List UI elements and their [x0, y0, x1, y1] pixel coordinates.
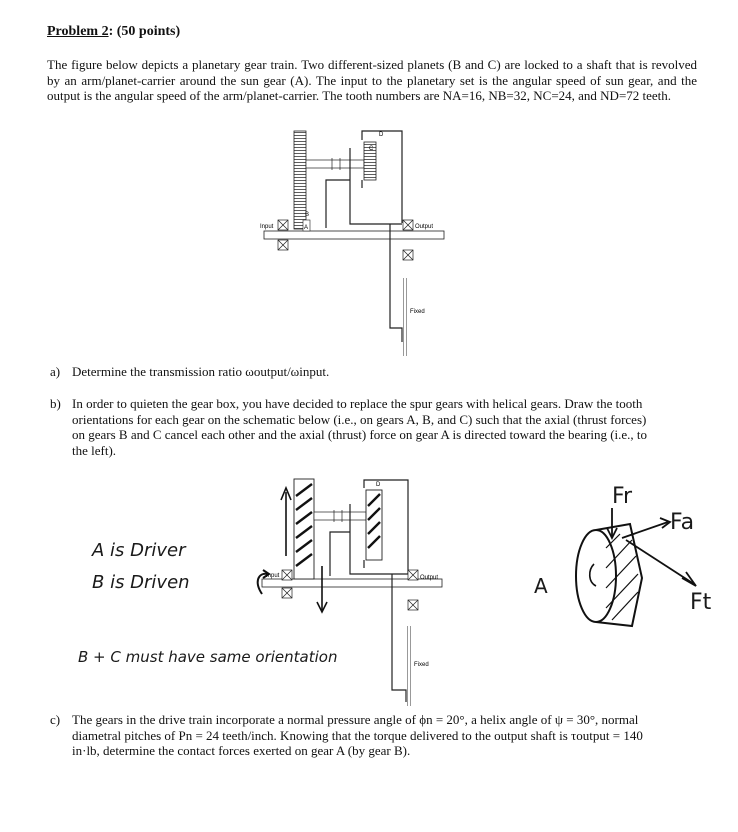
gear-c-label: C — [369, 146, 374, 152]
input-label-2: Input — [266, 573, 280, 579]
part-a-text: Determine the transmission ratio ωoutput/ωinput. — [72, 364, 330, 379]
fixed-label: Fixed — [410, 309, 425, 315]
gear-d-label-2: D — [376, 482, 381, 488]
note-a-driver: A is Driver — [92, 540, 186, 561]
note-b-driven: B is Driven — [92, 572, 190, 593]
note-gear-a: A — [534, 574, 548, 598]
fixed-ground — [402, 278, 408, 356]
output-label-2: Output — [420, 575, 439, 581]
force-fr-label: Fr — [612, 484, 633, 509]
force-fa-label: Fa — [670, 510, 695, 535]
planetary-gear-diagram — [250, 128, 460, 356]
part-c — [50, 712, 657, 759]
force-ft-label: Ft — [690, 590, 712, 615]
input-label: Input — [260, 224, 274, 230]
part-b-text: In order to quieten the gear box, you have decided to replace the spur gears with helical gears. Draw the tooth orientations for each gear on the schematic below (i.e., on gears A, B, and C) such that the axial (thrust forces) on gears B and C cancel each other and the axial (thrust) force on gear A is directed toward the bearing (i.e., to the left). — [72, 396, 648, 458]
problem-title — [47, 24, 180, 40]
fixed-label-2: Fixed — [414, 662, 429, 668]
helical-gear-diagram — [230, 476, 460, 708]
gear-b-label: B — [305, 212, 310, 218]
part-b — [50, 396, 657, 458]
problem-intro: The figure below depicts a planetary gear train. Two different-sized planets (B and C) are locked to a shaft that is revolved by an arm/planet-carrier around the sun gear (A). The input to the planetary set is the angular speed of sun gear, and the output is the angular speed of the arm/planet-carrier. The tooth numbers are NA=16, NB=32, NC=24, and ND=72 teeth. — [47, 57, 697, 103]
output-label: Output — [415, 224, 434, 230]
part-c-label: c) — [50, 712, 61, 727]
part-a — [50, 364, 330, 380]
part-c-text: The gears in the drive train incorporate a normal pressure angle of ϕn = 20°, a helix angle of ψ = 30°, normal diametral pitches of Pn = 24 teeth/inch. Knowing that the torque delivered to the output shaft is τoutput = 140 in·lb, determine the contact forces exerted on gear A (by gear B). — [72, 712, 643, 758]
gear-d-label: D — [379, 132, 384, 138]
problem-number: Problem 2 — [47, 24, 109, 39]
part-b-label: b) — [50, 396, 61, 411]
note-same-orientation: B + C must have same orientation — [78, 648, 338, 666]
gear-a-label: A — [304, 225, 309, 231]
input-shaft — [264, 231, 444, 239]
problem-points: : (50 points) — [108, 24, 181, 39]
part-a-label: a) — [50, 364, 61, 379]
